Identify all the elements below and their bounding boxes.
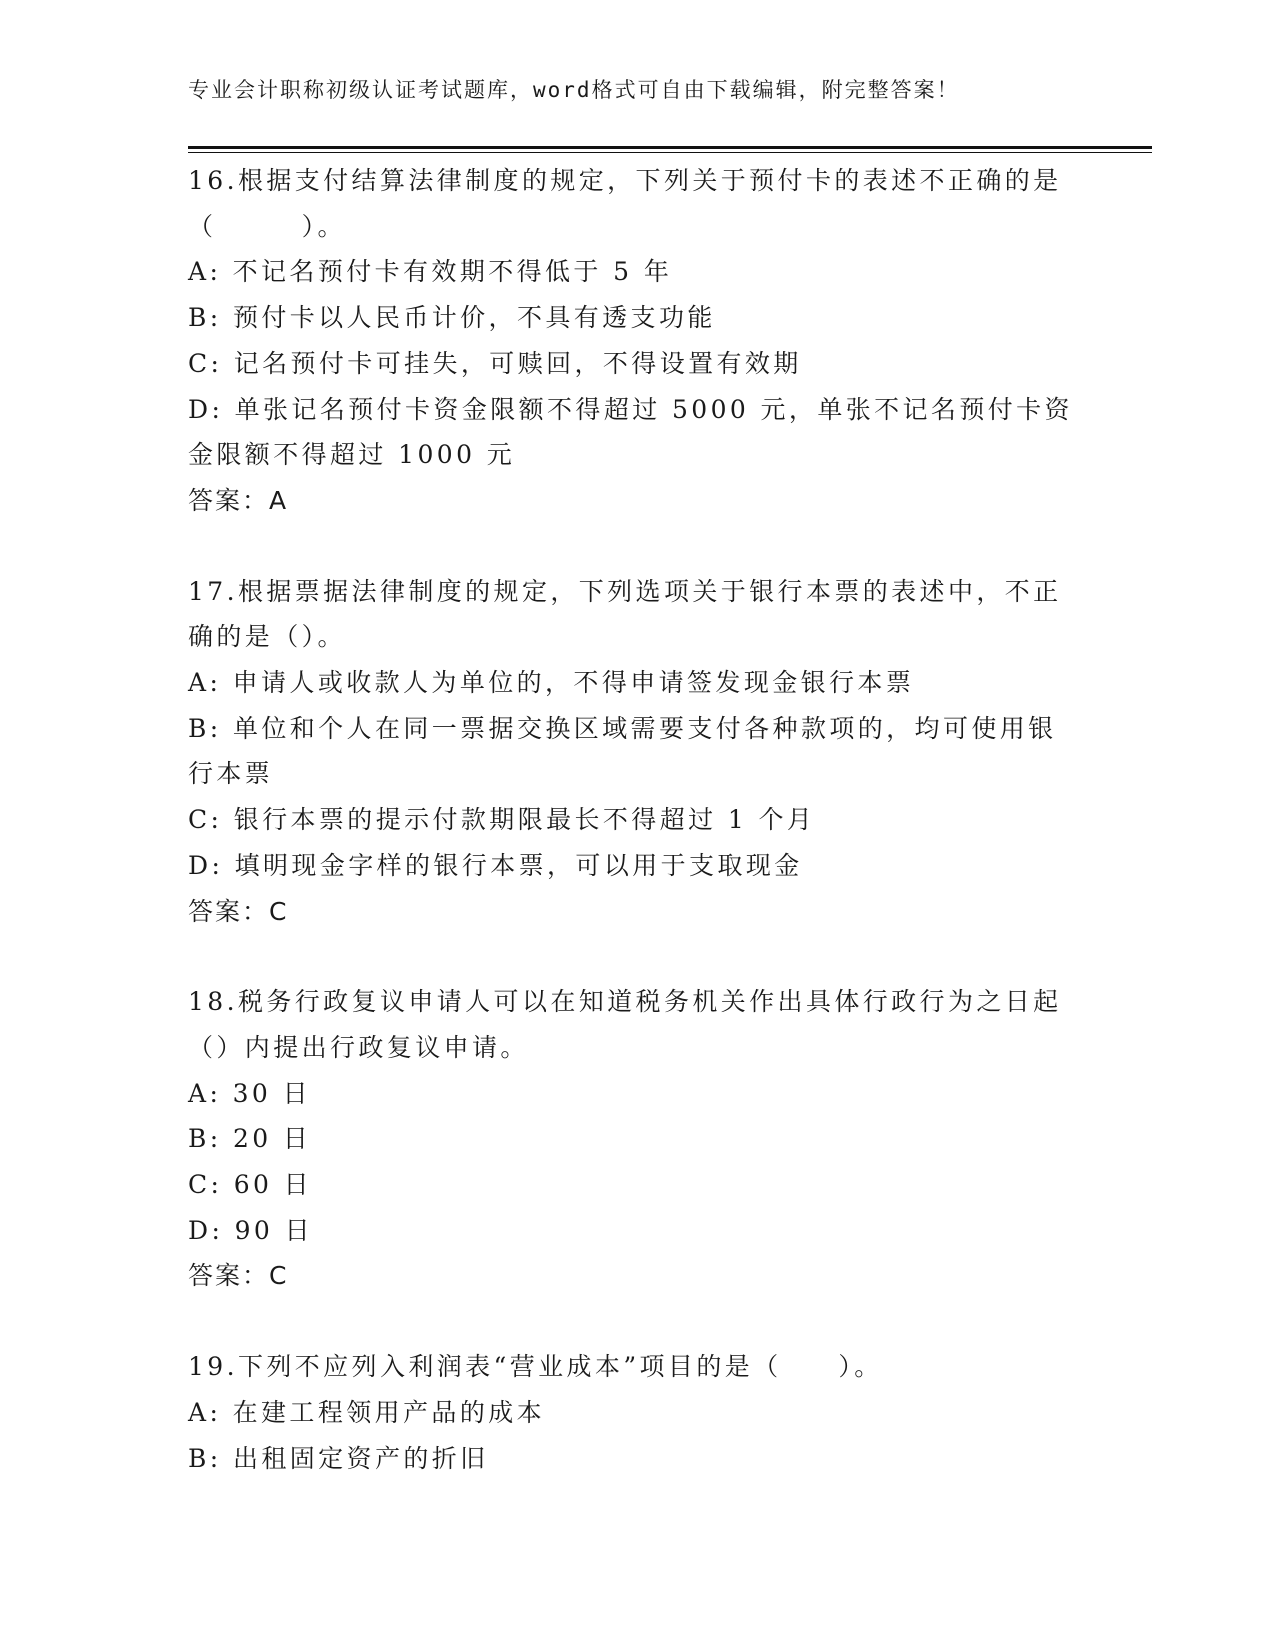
option-line: B: 单位和个人在同一票据交换区域需要支付各种款项的，均可使用银 [188, 713, 1057, 743]
option-line: 金限额不得超过 1000 元 [188, 440, 516, 470]
question-18 [188, 979, 1088, 1299]
question-stem-line: （）内提出行政复议申请。 [188, 1032, 529, 1062]
question-stem-line: 19.下列不应列入利润表“营业成本”项目的是（ ）。 [188, 1352, 883, 1382]
option-line: A: 在建工程领用产品的成本 [188, 1397, 546, 1427]
option-line: A: 30 日 [188, 1078, 311, 1108]
option-line: D: 单张记名预付卡资金限额不得超过 5000 元，单张不记名预付卡资 [188, 394, 1073, 424]
option-line: D: 90 日 [188, 1215, 313, 1245]
option-line: D: 填明现金字样的银行本票，可以用于支取现金 [188, 850, 803, 880]
option-line: B: 20 日 [188, 1124, 312, 1154]
answer-line: 答案：A [188, 485, 289, 515]
option-line: A: 申请人或收款人为单位的，不得申请签发现金银行本票 [188, 668, 915, 698]
option-line: C: 记名预付卡可挂失，可赎回，不得设置有效期 [188, 348, 802, 378]
answer-line: 答案：C [188, 896, 289, 926]
option-line: B: 出租固定资产的折旧 [188, 1443, 489, 1473]
question-stem-line: 17.根据票据法律制度的规定，下列选项关于银行本票的表述中，不正 [188, 576, 1062, 606]
question-stem-line: 18.税务行政复议申请人可以在知道税务机关作出具体行政行为之日起 [188, 987, 1062, 1017]
question-stem-line: 16.根据支付结算法律制度的规定，下列关于预付卡的表述不正确的是 [188, 166, 1062, 195]
question-stem-line: （ ）。 [188, 211, 346, 241]
question-stem-line: 确的是（）。 [188, 622, 346, 652]
option-line: C: 60 日 [188, 1170, 313, 1200]
option-line: 行本票 [188, 759, 274, 789]
option-line: B: 预付卡以人民币计价，不具有透支功能 [188, 303, 716, 333]
question-16 [188, 158, 1088, 524]
answer-line: 答案：C [188, 1261, 289, 1291]
question-17 [188, 569, 1088, 935]
question-19 [188, 1344, 1088, 1481]
header-rule-thin [188, 152, 1152, 153]
question-list [188, 158, 1088, 1481]
option-line: C: 银行本票的提示付款期限最长不得超过 1 个月 [188, 805, 816, 835]
option-line: A: 不记名预付卡有效期不得低于 5 年 [188, 257, 673, 287]
page-header: 专业会计职称初级认证考试题库，word格式可自由下载编辑，附完整答案！ [188, 78, 960, 102]
header-rule-thick [188, 146, 1152, 149]
